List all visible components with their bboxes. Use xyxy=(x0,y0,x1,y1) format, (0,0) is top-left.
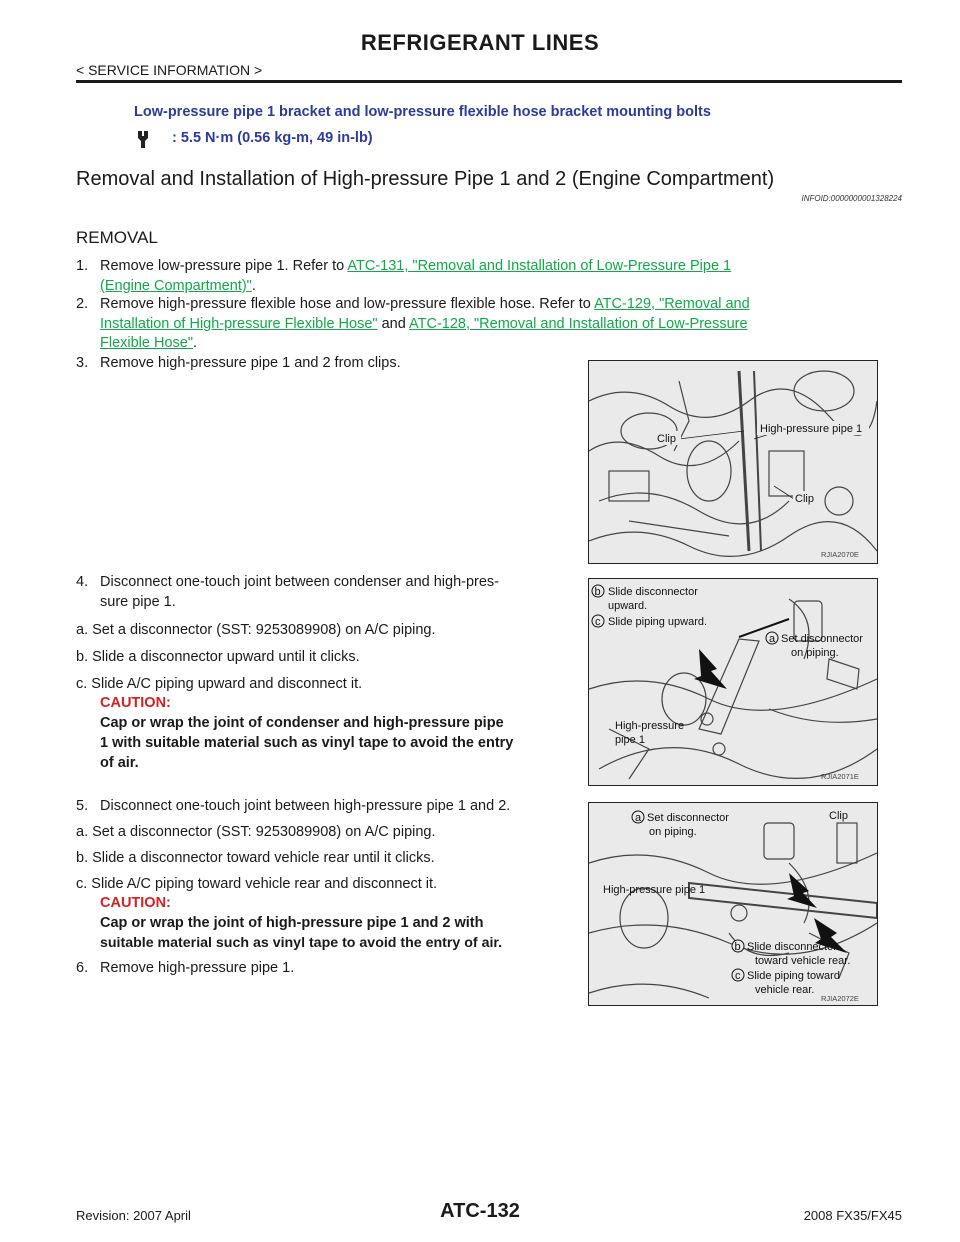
label-a-letter: a xyxy=(769,633,776,645)
section-title: Removal and Installation of High-pressure Pipe 1 and 2 (Engine Compartment) xyxy=(76,168,775,190)
label-slide-disconnector: Slide disconnector xyxy=(608,586,698,598)
caution-label-2: CAUTION: xyxy=(100,895,171,911)
step-2-number: 2. xyxy=(76,296,89,312)
label-upward: upward. xyxy=(608,600,648,612)
step-5b: b. Slide a disconnector toward vehicle rear until it clicks. xyxy=(76,850,435,866)
label-slide-disconnector: Slide disconnector xyxy=(747,941,837,953)
step-1-text: Remove low-pressure pipe 1. Refer to xyxy=(100,258,348,274)
label-vehicle-rear: vehicle rear. xyxy=(755,984,815,996)
link-atc-128-cont[interactable]: Flexible Hose" xyxy=(100,335,193,351)
label-high-pressure: High-pressure xyxy=(615,720,685,732)
figure-code: RJIA2070E xyxy=(821,550,859,559)
step-5c: c. Slide A/C piping toward vehicle rear and disconnect it. xyxy=(76,876,438,892)
step-4b: b. Slide a disconnector upward until it clicks. xyxy=(76,649,360,665)
step-4c: c. Slide A/C piping upward and disconnect it. xyxy=(76,676,363,692)
step-5-number: 5. xyxy=(76,798,89,814)
label-set-disconnector: Set disconnector xyxy=(781,633,863,645)
label-c-letter: c xyxy=(595,616,601,628)
label-b-letter: b xyxy=(594,586,601,598)
label-high-pressure-pipe-1: High-pressure pipe 1 xyxy=(760,423,863,435)
caution-text-5-l2: suitable material such as vinyl tape to avoid the entry of air. xyxy=(100,935,503,951)
torque-heading: Low-pressure pipe 1 bracket and low-pressure flexible hose bracket mounting bolts xyxy=(134,104,711,120)
label-clip: Clip xyxy=(657,433,676,445)
section-breadcrumb: < SERVICE INFORMATION > xyxy=(76,62,263,78)
info-id: INFOID:0000000001328224 xyxy=(801,194,902,203)
label-clip-2: Clip xyxy=(795,493,814,505)
figure-code: RJIA2072E xyxy=(821,994,859,1003)
link-atc-128[interactable]: ATC-128, "Removal and Installation of Low-Pressure xyxy=(409,316,748,332)
figure-rjia2070e xyxy=(588,360,878,564)
figure-code: RJIA2071E xyxy=(821,772,859,781)
caution-label: CAUTION: xyxy=(100,695,171,711)
step-2-cont2: Flexible Hose". xyxy=(100,335,198,351)
caution-text-4-l3: of air. xyxy=(100,755,139,771)
link-atc-129-cont[interactable]: Installation of High-pressure Flexible Hose" xyxy=(100,316,378,332)
step-4-line2: sure pipe 1. xyxy=(100,594,176,610)
section-subtitle: REMOVAL xyxy=(76,228,158,247)
label-high-pressure-pipe-1: High-pressure pipe 1 xyxy=(603,884,706,896)
label-clip: Clip xyxy=(829,810,848,822)
step-1-cont: (Engine Compartment)". xyxy=(100,278,256,294)
label-c-letter: c xyxy=(735,970,741,982)
caution-text-5-l1: Cap or wrap the joint of high-pressure pipe 1 and 2 with xyxy=(100,915,484,931)
step-1-number: 1. xyxy=(76,258,89,274)
step-2-cont: Installation of High-pressure Flexible Hose" and ATC-128, "Removal and Installation of Low-Pressure xyxy=(100,316,748,332)
label-a-letter: a xyxy=(635,812,642,824)
figure-rjia2072e xyxy=(588,802,878,1006)
torque-value: : 5.5 N·m (0.56 kg-m, 49 in-lb) xyxy=(172,130,373,146)
step-2 xyxy=(100,294,878,314)
step-4-line1: Disconnect one-touch joint between condenser and high-pres- xyxy=(100,574,499,590)
footer-page-number: ATC-132 xyxy=(440,1200,520,1222)
link-atc-129[interactable]: ATC-129, "Removal and xyxy=(594,296,750,312)
header-divider xyxy=(76,80,902,83)
step-5-text: Disconnect one-touch joint between high-pressure pipe 1 and 2. xyxy=(100,798,511,814)
page-title: REFRIGERANT LINES xyxy=(360,30,600,55)
step-6-text: Remove high-pressure pipe 1. xyxy=(100,960,295,976)
footer-model: 2008 FX35/FX45 xyxy=(803,1208,902,1223)
label-pipe-1: pipe 1 xyxy=(615,734,645,746)
link-atc-131-cont[interactable]: (Engine Compartment)" xyxy=(100,278,252,294)
step-4-number: 4. xyxy=(76,574,89,590)
step-3-number: 3. xyxy=(76,355,89,371)
step-6-number: 6. xyxy=(76,960,89,976)
link-atc-131[interactable]: ATC-131, "Removal and Installation of Low-Pressure Pipe 1 xyxy=(347,258,732,274)
label-b-letter: b xyxy=(734,941,741,953)
caution-text-4-l2: 1 with suitable material such as vinyl tape to avoid the entry xyxy=(100,735,514,751)
caution-text-4-l1: Cap or wrap the joint of condenser and high-pressure pipe xyxy=(100,715,504,731)
step-3-text: Remove high-pressure pipe 1 and 2 from clips. xyxy=(100,355,401,371)
label-on-piping: on piping. xyxy=(791,647,839,659)
step-5a: a. Set a disconnector (SST: 9253089908) on A/C piping. xyxy=(76,824,436,840)
step-2-text: Remove high-pressure flexible hose and low-pressure flexible hose. Refer to xyxy=(100,296,595,312)
figure-rjia2071e xyxy=(588,578,878,786)
label-on-piping: on piping. xyxy=(649,826,697,838)
label-toward-vehicle-rear: toward vehicle rear. xyxy=(755,955,851,967)
label-slide-piping-toward: Slide piping toward xyxy=(747,970,840,982)
label-slide-piping-upward: Slide piping upward. xyxy=(608,616,708,628)
step-4a: a. Set a disconnector (SST: 9253089908) on A/C piping. xyxy=(76,622,436,638)
step-1 xyxy=(100,256,878,276)
torque-wrench-icon xyxy=(132,128,154,150)
footer-revision: Revision: 2007 April xyxy=(76,1208,191,1223)
label-set-disconnector: Set disconnector xyxy=(647,812,729,824)
